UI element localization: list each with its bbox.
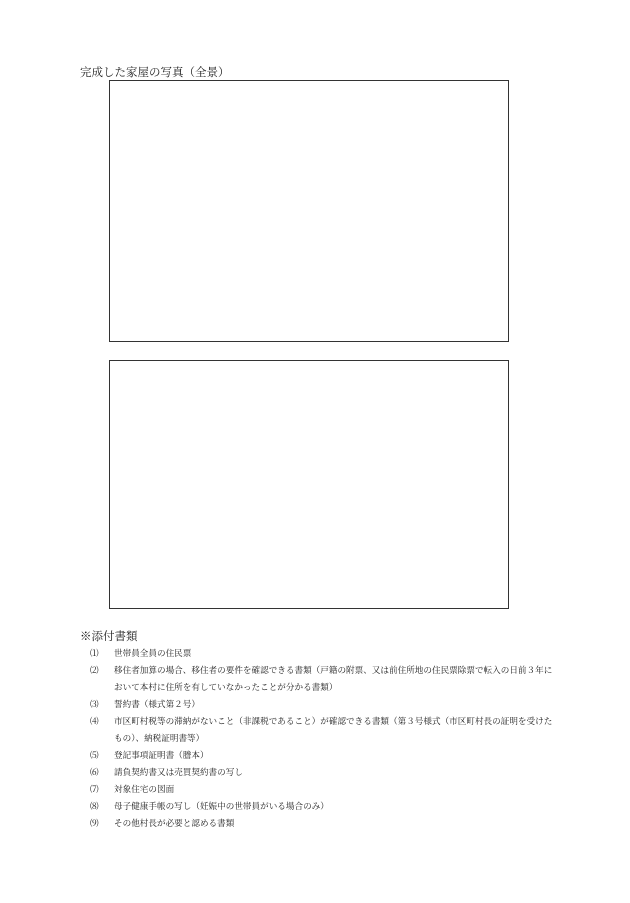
- attachment-text: 市区町村税等の滞納がないこと（非課税であること）が確認できる書類（第３号様式（市区町村長の証明を受けたもの）、納税証明書等）: [114, 717, 553, 744]
- attachment-item: [90, 748, 560, 765]
- photo-frame-overall-1: [109, 80, 509, 342]
- attachments-heading: ※添付書類: [80, 629, 138, 643]
- attachment-number: ⑹: [90, 768, 99, 778]
- attachment-item: [90, 697, 560, 714]
- attachment-number: ⑻: [90, 802, 99, 812]
- attachment-text: その他村長が必要と認める書類: [114, 819, 235, 829]
- attachment-number: ⑵: [90, 666, 99, 676]
- attachment-text: 移住者加算の場合、移住者の要件を確認できる書類（戸籍の附票、又は前住所地の住民票除票で転入の日前３年において本村に住所を有していなかったことが分かる書類）: [114, 666, 553, 693]
- attachment-item: [90, 714, 560, 748]
- attachment-item: [90, 816, 560, 833]
- attachment-text: 誓約書（様式第２号）: [114, 700, 200, 710]
- attachment-item: [90, 646, 560, 663]
- attachment-text: 請負契約書又は売買契約書の写し: [114, 768, 243, 778]
- attachment-item: [90, 765, 560, 782]
- attachment-text: 母子健康手帳の写し（妊娠中の世帯員がいる場合のみ）: [114, 802, 329, 812]
- attachment-text: 登記事項証明書（謄本）: [114, 751, 209, 761]
- attachment-number: ⑷: [90, 717, 99, 727]
- attachment-item: [90, 782, 560, 799]
- page-title: 完成した家屋の写真（全景）: [80, 65, 230, 79]
- attachment-item: [90, 799, 560, 816]
- attachment-number: ⑸: [90, 751, 99, 761]
- photo-frame-overall-2: [109, 360, 509, 609]
- attachment-number: ⑺: [90, 785, 99, 795]
- attachment-number: ⑶: [90, 700, 99, 710]
- attachment-item: [90, 663, 560, 697]
- attachments-list: [90, 646, 560, 833]
- attachment-text: 対象住宅の図面: [114, 785, 175, 795]
- attachment-text: 世帯員全員の住民票: [114, 649, 192, 659]
- attachment-number: ⑼: [90, 819, 99, 829]
- attachment-number: ⑴: [90, 649, 99, 659]
